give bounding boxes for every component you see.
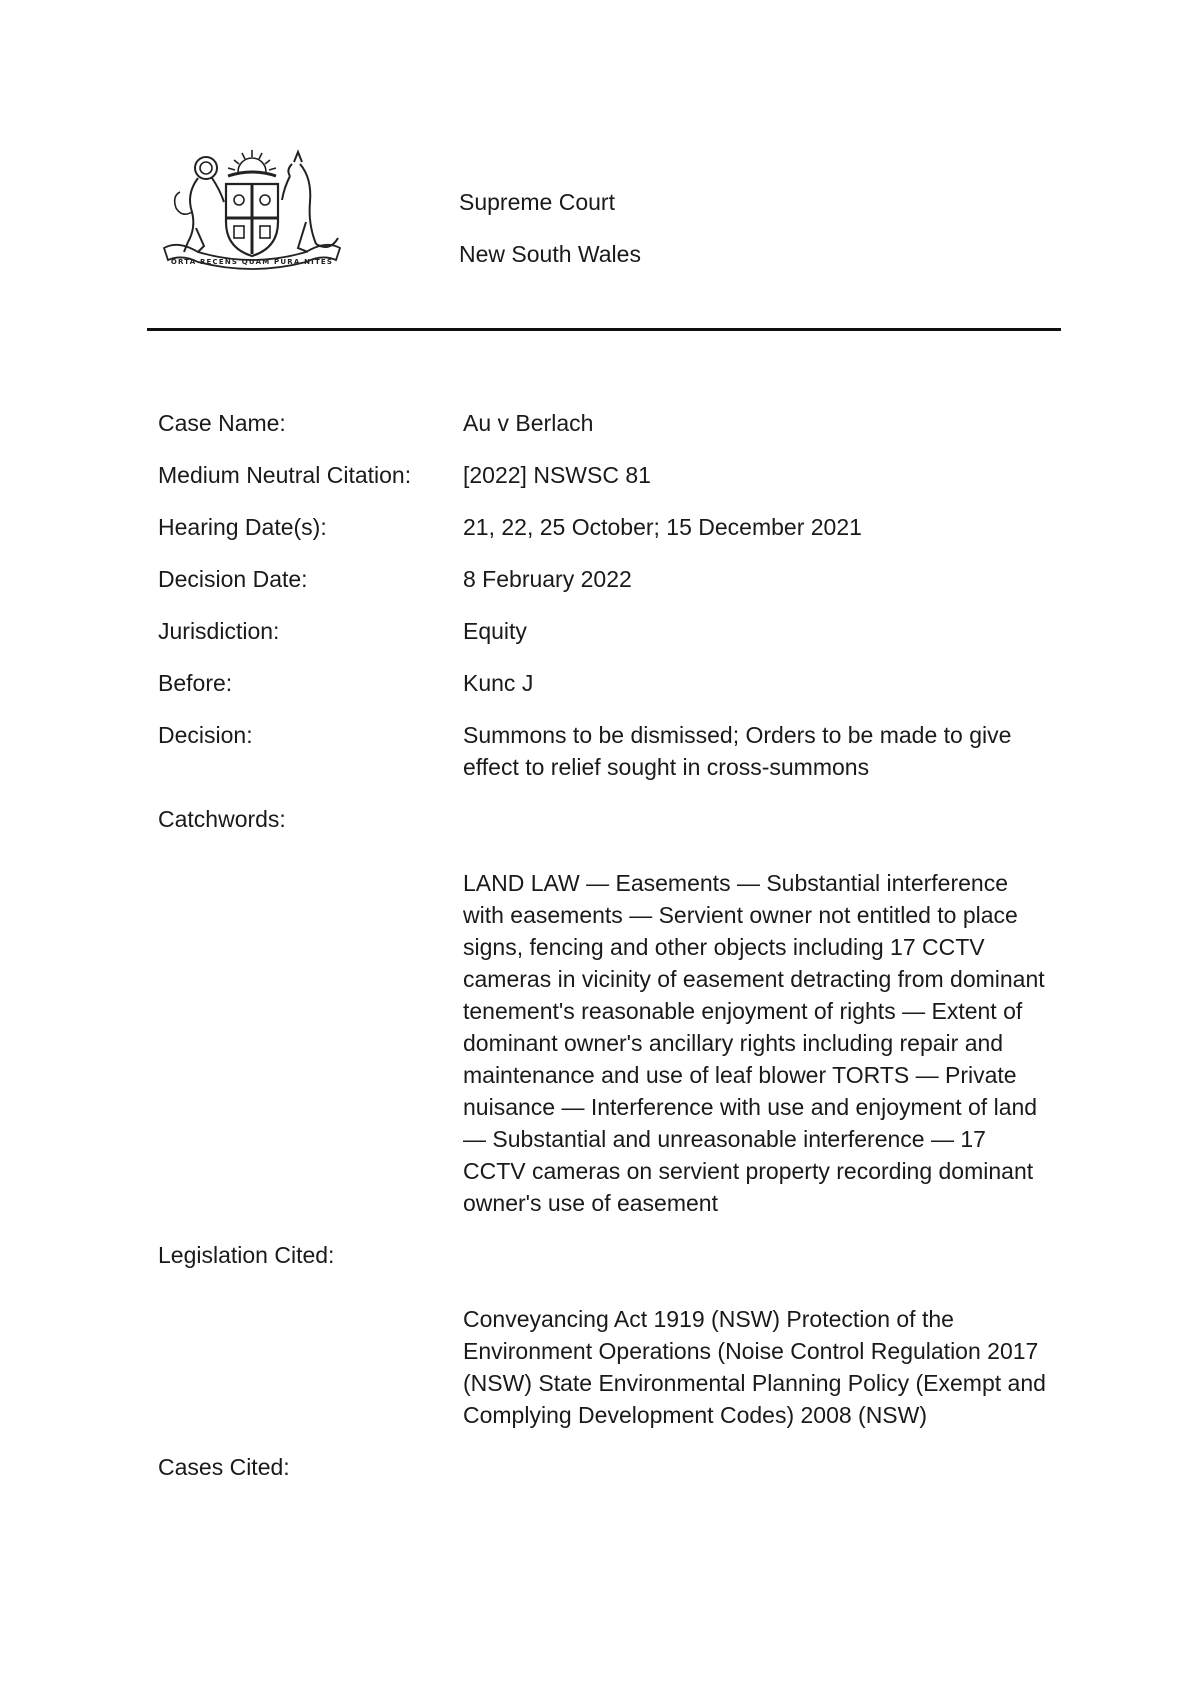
decision-date-value: 8 February 2022 xyxy=(463,566,632,592)
jurisdiction-value: Equity xyxy=(463,618,527,644)
before-row xyxy=(158,667,1058,699)
court-heading xyxy=(459,176,641,280)
jurisdiction-row xyxy=(158,615,1058,647)
case-details xyxy=(158,407,1058,1503)
case-name-value: Au v Berlach xyxy=(463,410,594,436)
crest-motto: ORTA RECENS QUAM PURA NITES xyxy=(170,258,334,266)
citation-value: [2022] NSWSC 81 xyxy=(463,462,651,488)
catchwords-row xyxy=(158,803,1058,835)
before-label: Before: xyxy=(158,670,233,696)
citation-row xyxy=(158,459,1058,491)
legislation-row xyxy=(158,1239,1058,1271)
cases-cited-row xyxy=(158,1451,1058,1483)
hearing-dates-row xyxy=(158,511,1058,543)
decision-label: Decision: xyxy=(158,722,253,748)
decision-date-label: Decision Date: xyxy=(158,566,308,592)
before-value: Kunc J xyxy=(463,670,534,696)
hearing-dates-label: Hearing Date(s): xyxy=(158,514,327,540)
hearing-dates-value: 21, 22, 25 October; 15 December 2021 xyxy=(463,514,862,540)
legislation-value: Conveyancing Act 1919 (NSW) Protection of the Environment Operations (Noise Control Regulation 2017 (NSW) State Environmental Planning Policy (Exempt and Complying Development Codes) 2008 (NSW) xyxy=(463,1306,1046,1428)
catchwords-label: Catchwords: xyxy=(158,806,286,832)
header-divider xyxy=(147,328,1061,331)
citation-label: Medium Neutral Citation: xyxy=(158,462,412,488)
nsw-coat-of-arms-icon xyxy=(158,148,346,276)
decision-row xyxy=(158,719,1058,783)
court-name: Supreme Court xyxy=(459,189,615,215)
decision-date-row xyxy=(158,563,1058,595)
court-state: New South Wales xyxy=(459,241,641,267)
decision-value: Summons to be dismissed; Orders to be made to give effect to relief sought in cross-summons xyxy=(463,722,1012,780)
case-name-label: Case Name: xyxy=(158,410,286,436)
catchwords-value: LAND LAW — Easements — Substantial interference with easements — Servient owner not entitled to place signs, fencing and other objects including 17 CCTV cameras in vicinity of easement detracting from dominant tenement's reasonable enjoyment of rights — Extent of dominant owner's ancillary rights including repair and maintenance and use of leaf blower TORTS — Private nuisance — Interference with use and enjoyment of land — Substantial and unreasonable interference — 17 CCTV cameras on servient property recording dominant owner's use of easement xyxy=(463,870,1045,1216)
legislation-label: Legislation Cited: xyxy=(158,1242,335,1268)
cases-cited-label: Cases Cited: xyxy=(158,1454,290,1480)
case-name-row xyxy=(158,407,1058,439)
jurisdiction-label: Jurisdiction: xyxy=(158,618,280,644)
